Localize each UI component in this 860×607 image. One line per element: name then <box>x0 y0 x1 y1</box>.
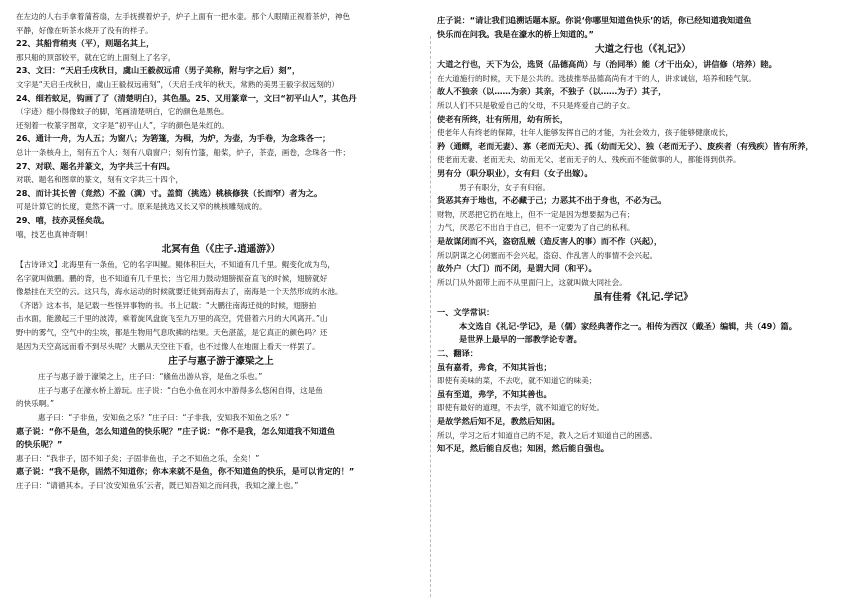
right-text-line: 庄子说：“请让我们追溯话题本原。你说‘你哪里知道鱼快乐’的话，你已经知道我知道鱼 <box>437 15 752 25</box>
left-text-line: 惠子说：“你不是鱼，怎么知道鱼的快乐呢？”庄子说：“你不是我，怎么知道我不知道鱼 <box>16 425 336 436</box>
right-text-line: 所以阴谋之心闭塞而不会兴起，盗窃、作乱害人的事情不会兴起。 <box>437 250 658 260</box>
left-text-line: 29、嘻，技亦灵怪矣哉。 <box>16 214 110 225</box>
left-text-line: 野中的雾气，空气中的尘埃，都是生物用气息吹拂的结果。天色湛蓝，是它真正的颜色吗？还 <box>16 328 328 338</box>
left-text-line: 可是计算它的长度，竟然不满一寸。原来是挑选又长又窄的桃核雕刻成的。 <box>16 202 267 212</box>
left-text-line: 对联、题名和图章的篆文，刻有文字共三十四个， <box>16 175 184 185</box>
left-text-line: 惠子曰：“我非子，固不知子矣；子固非鱼也，子之不知鱼之乐，全矣！” <box>16 453 260 463</box>
left-text-line: 24、细若蚊足，钩画了了（清楚明白），其色墨。25、又用篆章一，文曰“初平山人”，其色丹 <box>16 92 357 103</box>
left-text-line: 惠子曰：“子非鱼，安知鱼之乐？”庄子曰：“子非我，安知我不知鱼之乐？” <box>38 413 290 423</box>
right-text-line: 一、文学常识： <box>437 307 495 318</box>
right-text-line: 虽有至道，弗学，不知其善也。 <box>437 388 552 399</box>
left-text-line: 惠子说：“我不是你，固然不知道你；你本来就不是鱼，你不知道鱼的快乐，是可以肯定的！” <box>16 466 355 477</box>
left-text-line: 那只船的顶部较平，就在它的上面刻上了名字， <box>16 52 176 62</box>
left-text-line: 的快乐呢？” <box>16 439 63 450</box>
left-text-line: 庄子曰：“请循其本。子曰‘汝安知鱼乐’云者，既已知吾知之而问我，我知之濠上也。” <box>16 481 299 490</box>
left-text-line: 28、而计其长曾（竟然）不盈（满）寸。盖简（挑选）桃核修狭（长而窄）者为之。 <box>16 187 323 198</box>
left-text-line: 平静，好像在听茶水烧开了没有的样子。 <box>16 25 153 35</box>
right-text-line: 即使有美味的菜，不去吃，就不知道它的味美； <box>437 376 597 386</box>
left-text-line: 北冥有鱼（《庄子.逍遥游》） <box>161 244 281 256</box>
right-text-line: 是世界上最早的一部教学论专著。 <box>459 334 582 345</box>
right-text-line: 财物，厌恶把它扔在地上，但不一定是因为想要据为己有； <box>437 209 635 219</box>
right-text-line: 本文选自《礼记·学记》，是（儒）家经典著作之一。相传为西汉（戴圣）编辑，共（49）篇。 <box>459 320 797 331</box>
right-text-line: 故外户（大门）而不闭，是谓大同（和平）。 <box>437 263 597 274</box>
right-column <box>437 0 849 607</box>
right-text-line: 使老而无妻、老而无夫、幼而无父、老而无子的人、残疾而不能做事的人，都能得到供养。 <box>437 155 741 165</box>
right-text-line: 使老年人有终老的保障，壮年人能够发挥自己的才能，为社会效力，孩子能够健康成长， <box>437 128 734 138</box>
left-text-line: 像悬挂在天空的云。这只鸟，海水运动的时候就要迁徙到南海去了，南海是一个天然形成的水池。 <box>16 287 343 297</box>
right-text-line: 故人不独亲（以……为亲）其亲，不独子（以……为子）其子， <box>437 86 667 97</box>
right-text-line: 在大道施行的时候，天下是公共的。选拔推举品德高尚有才干的人，讲求诚信，培养和睦气氛。 <box>437 73 756 83</box>
left-text-line: 22、其船背稍夷（平），则题名其上， <box>16 38 155 49</box>
right-text-line: 是故谋闭而不兴，盗窃乱贼（造反害人的事）而不作（兴起）， <box>437 235 663 246</box>
right-text-line: 所以人们不只是敬爱自己的父母，不只是疼爱自己的子女。 <box>437 100 635 110</box>
left-text-line: （字迹）细小得像蚊子的脚，笔画清楚明白，它的颜色是黑色。 <box>16 107 229 117</box>
right-text-line: 虽有嘉肴，弗食，不知其旨也； <box>437 361 552 372</box>
left-text-line: 26、通计一舟，为人五；为窗八；为箬篷，为楫，为炉，为壶，为手卷，为念珠各一； <box>16 133 331 144</box>
right-text-line: 矜（通鳏，老而无妻）、寡（老而无夫）、孤（幼而无父）、独（老而无子）、废疾者（有残疾）皆有所养， <box>437 140 814 151</box>
right-text-line: 使老有所终，壮有所用，幼有所长， <box>437 113 569 124</box>
right-text-line: 虽有佳肴《礼记.学记》 <box>593 292 693 304</box>
left-text-line: 27、对联、题名并篆文，为字共三十有四。 <box>16 160 175 171</box>
left-text-line: 击水面，能激起三千里的波涛，乘着旋风盘旋飞至九万里的高空，凭借着六月的大风离开。”山 <box>16 314 328 324</box>
right-text-line: 大道之行也，天下为公，选贤（品德高尚）与（治同举）能（才干出众），讲信修（培养）睦。 <box>437 59 777 70</box>
left-text-line: 庄子与惠子在濠水桥上游玩。庄子说：“白色小鱼在河水中游得多么悠闲自得，这是鱼 <box>38 385 323 395</box>
left-column <box>16 0 426 607</box>
right-text-line: 所以，学习之后才知道自己的不足，教人之后才知道自己的困惑。 <box>437 430 658 440</box>
column-divider <box>430 36 431 597</box>
right-text-line: 是故学然后知不足，教然后知困。 <box>437 416 560 427</box>
left-text-line: 文字是“天启壬戌秋日，虞山王毅叔远甫刻”，（天启壬戌年的秋天，常熟的美男王毅字叔远刻的） <box>16 79 340 89</box>
left-text-line: 23、文曰：“天启壬戌秋日，虞山王毅叔远甫（男子美称，附与字之后）刻”， <box>16 65 301 76</box>
left-text-line: 是因为天空高远而看不到尽头呢？大鹏从天空往下看，也不过像人在地面上看天一样罢了。 <box>16 341 320 351</box>
right-text-line: 即使有最好的道理，不去学，就不知道它的好处。 <box>437 403 605 413</box>
left-text-line: 【古诗译文】北海里有一条鱼，它的名字叫鲲。鲲体积巨大，不知道有几千里。鲲变化成为鸟， <box>16 260 335 270</box>
left-text-line: 在左边的人右手拿着蒲苔扇，左手抚摸着炉子，炉子上面有一把水壶。那个人眼睛正视着茶炉，神色 <box>16 12 351 21</box>
left-text-line: 的快乐啊。” <box>16 399 55 409</box>
right-text-line: 快乐而在问我。我是在濠水的桥上知道的。” <box>437 28 594 39</box>
left-text-line: 名字就叫做鹏。鹏的背，也不知道有几千里长；当它用力鼓动翅膀振奋直飞的时候，翅膀就好 <box>16 273 328 283</box>
left-text-line: 庄子与惠子游于濠梁之上 <box>168 356 274 368</box>
left-text-line: 还刻着一枚篆字图章，文字是“初平山人”，字的颜色是朱红的。 <box>16 120 229 130</box>
left-text-line: 总计一条核舟上，刻有五个人；刻有八扇窗户；刻有竹篷，船桨，炉子，茶壶，画卷，念珠各一件； <box>16 147 351 157</box>
left-text-line: 庄子与惠子游于濠梁之上，庄子曰：“鯈鱼出游从容，是鱼之乐也。” <box>38 372 263 382</box>
right-text-line: 二、翻译： <box>437 348 478 359</box>
left-text-line: 《齐谐》这本书，是记载一些怪异事物的书。书上记载：“大鹏往南海迁徙的时候，翅膀拍 <box>16 300 317 310</box>
right-text-line: 力气，厌恶它不出自于自己，但不一定要为了自己的私利。 <box>437 223 635 233</box>
right-text-line: 大道之行也（《礼记》） <box>595 44 691 56</box>
right-text-line: 所以门从外面带上而不从里面闩上，这就叫做大同社会。 <box>437 277 627 287</box>
right-text-line: 知不足，然后能自反也；知困，然后能自强也。 <box>437 443 609 454</box>
right-text-line: 货恶其弃于地也，不必藏于己；力恶其不出于身也，不必为己。 <box>437 195 667 206</box>
left-text-line: 嘻，技艺也真神奇啊！ <box>16 229 92 239</box>
right-text-line: 男有分（职分职业），女有归（女子出嫁）。 <box>437 167 593 178</box>
right-text-line: 男子有职分，女子有归宿。 <box>459 182 551 192</box>
